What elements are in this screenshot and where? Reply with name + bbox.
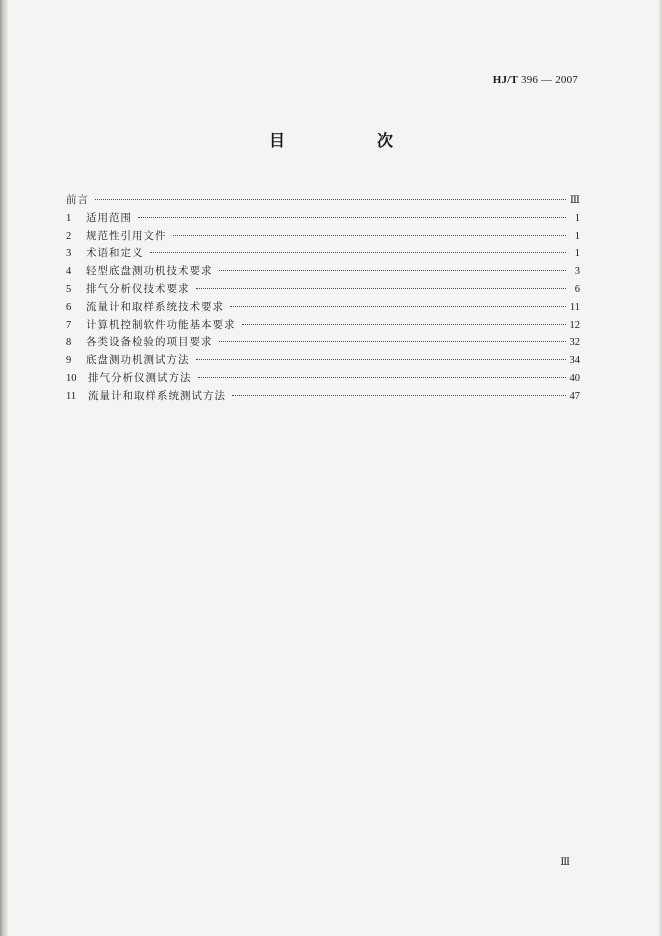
page-title: 目 次 <box>268 131 431 150</box>
table-of-contents <box>66 192 580 406</box>
toc-entry[interactable] <box>66 281 580 299</box>
toc-dot-leader <box>150 251 567 253</box>
page-number: Ⅲ <box>560 857 570 868</box>
toc-entry-title: 排气分析仪测试方法 <box>88 371 192 384</box>
toc-entry-page: 1 <box>574 212 580 224</box>
toc-entry[interactable] <box>66 210 580 228</box>
toc-entry-number: 8 <box>66 337 72 349</box>
toc-entry-title: 各类设备检验的项目要求 <box>86 336 213 349</box>
toc-entry-page: 6 <box>574 283 580 295</box>
toc-entry[interactable] <box>66 299 580 317</box>
toc-dot-leader <box>198 376 566 378</box>
toc-dot-leader <box>196 287 567 289</box>
toc-entry-number: 6 <box>66 301 72 313</box>
toc-entry[interactable] <box>66 370 580 388</box>
toc-entry[interactable] <box>66 245 580 263</box>
toc-entry-page: 1 <box>574 248 580 260</box>
toc-entry-page: 34 <box>569 355 580 367</box>
toc-dot-leader <box>232 394 566 396</box>
toc-entry-number: 11 <box>66 390 77 402</box>
toc-entry-title: 流量计和取样系统技术要求 <box>86 300 224 313</box>
toc-entry-number: 2 <box>66 230 72 242</box>
toc-entry-title: 前言 <box>66 194 89 206</box>
toc-entry[interactable] <box>66 317 580 335</box>
toc-entry-number: 3 <box>66 248 72 260</box>
toc-entry-number: 7 <box>66 319 72 331</box>
toc-entry-number: 4 <box>66 266 72 278</box>
toc-dot-leader <box>242 323 566 325</box>
standard-number <box>493 74 578 86</box>
toc-entry[interactable] <box>66 388 580 406</box>
toc-entry-title: 适用范围 <box>86 211 132 224</box>
standard-code: HJ/T <box>492 74 519 86</box>
toc-entry[interactable] <box>66 263 580 281</box>
toc-entry-page: 32 <box>569 337 580 349</box>
toc-dot-leader <box>196 358 566 360</box>
toc-entry-number: 10 <box>66 372 77 384</box>
toc-entry-page: 40 <box>569 372 580 384</box>
toc-dot-leader <box>219 340 566 342</box>
toc-entry[interactable] <box>66 334 580 352</box>
toc-entry-title: 排气分析仪技术要求 <box>86 282 190 295</box>
toc-dot-leader <box>173 234 567 236</box>
toc-entry-title: 计算机控制软件功能基本要求 <box>86 318 236 331</box>
toc-dot-leader <box>219 269 567 271</box>
toc-entry[interactable] <box>66 228 580 246</box>
toc-dot-leader <box>138 216 566 218</box>
toc-entry-number: 1 <box>66 212 72 224</box>
toc-entry-number: 9 <box>66 355 72 367</box>
toc-entry-number: 5 <box>66 283 72 295</box>
toc-entry-page: Ⅲ <box>569 195 580 206</box>
toc-dot-leader <box>95 198 566 200</box>
toc-dot-leader <box>230 305 566 307</box>
toc-entry-page: 47 <box>569 390 580 402</box>
toc-entry-page: 3 <box>574 266 580 278</box>
toc-entry-title: 流量计和取样系统测试方法 <box>88 389 226 402</box>
toc-entry[interactable] <box>66 192 580 210</box>
toc-entry-page: 11 <box>569 301 580 313</box>
toc-entry-page: 12 <box>569 319 580 331</box>
toc-entry-title: 术语和定义 <box>86 247 144 260</box>
toc-entry-title: 底盘测功机测试方法 <box>86 354 190 367</box>
toc-entry-title: 规范性引用文件 <box>86 229 167 242</box>
standard-year: 396 — 2007 <box>521 74 578 86</box>
toc-entry-title: 轻型底盘测功机技术要求 <box>86 265 213 278</box>
toc-entry[interactable] <box>66 352 580 370</box>
toc-entry-page: 1 <box>574 230 580 242</box>
